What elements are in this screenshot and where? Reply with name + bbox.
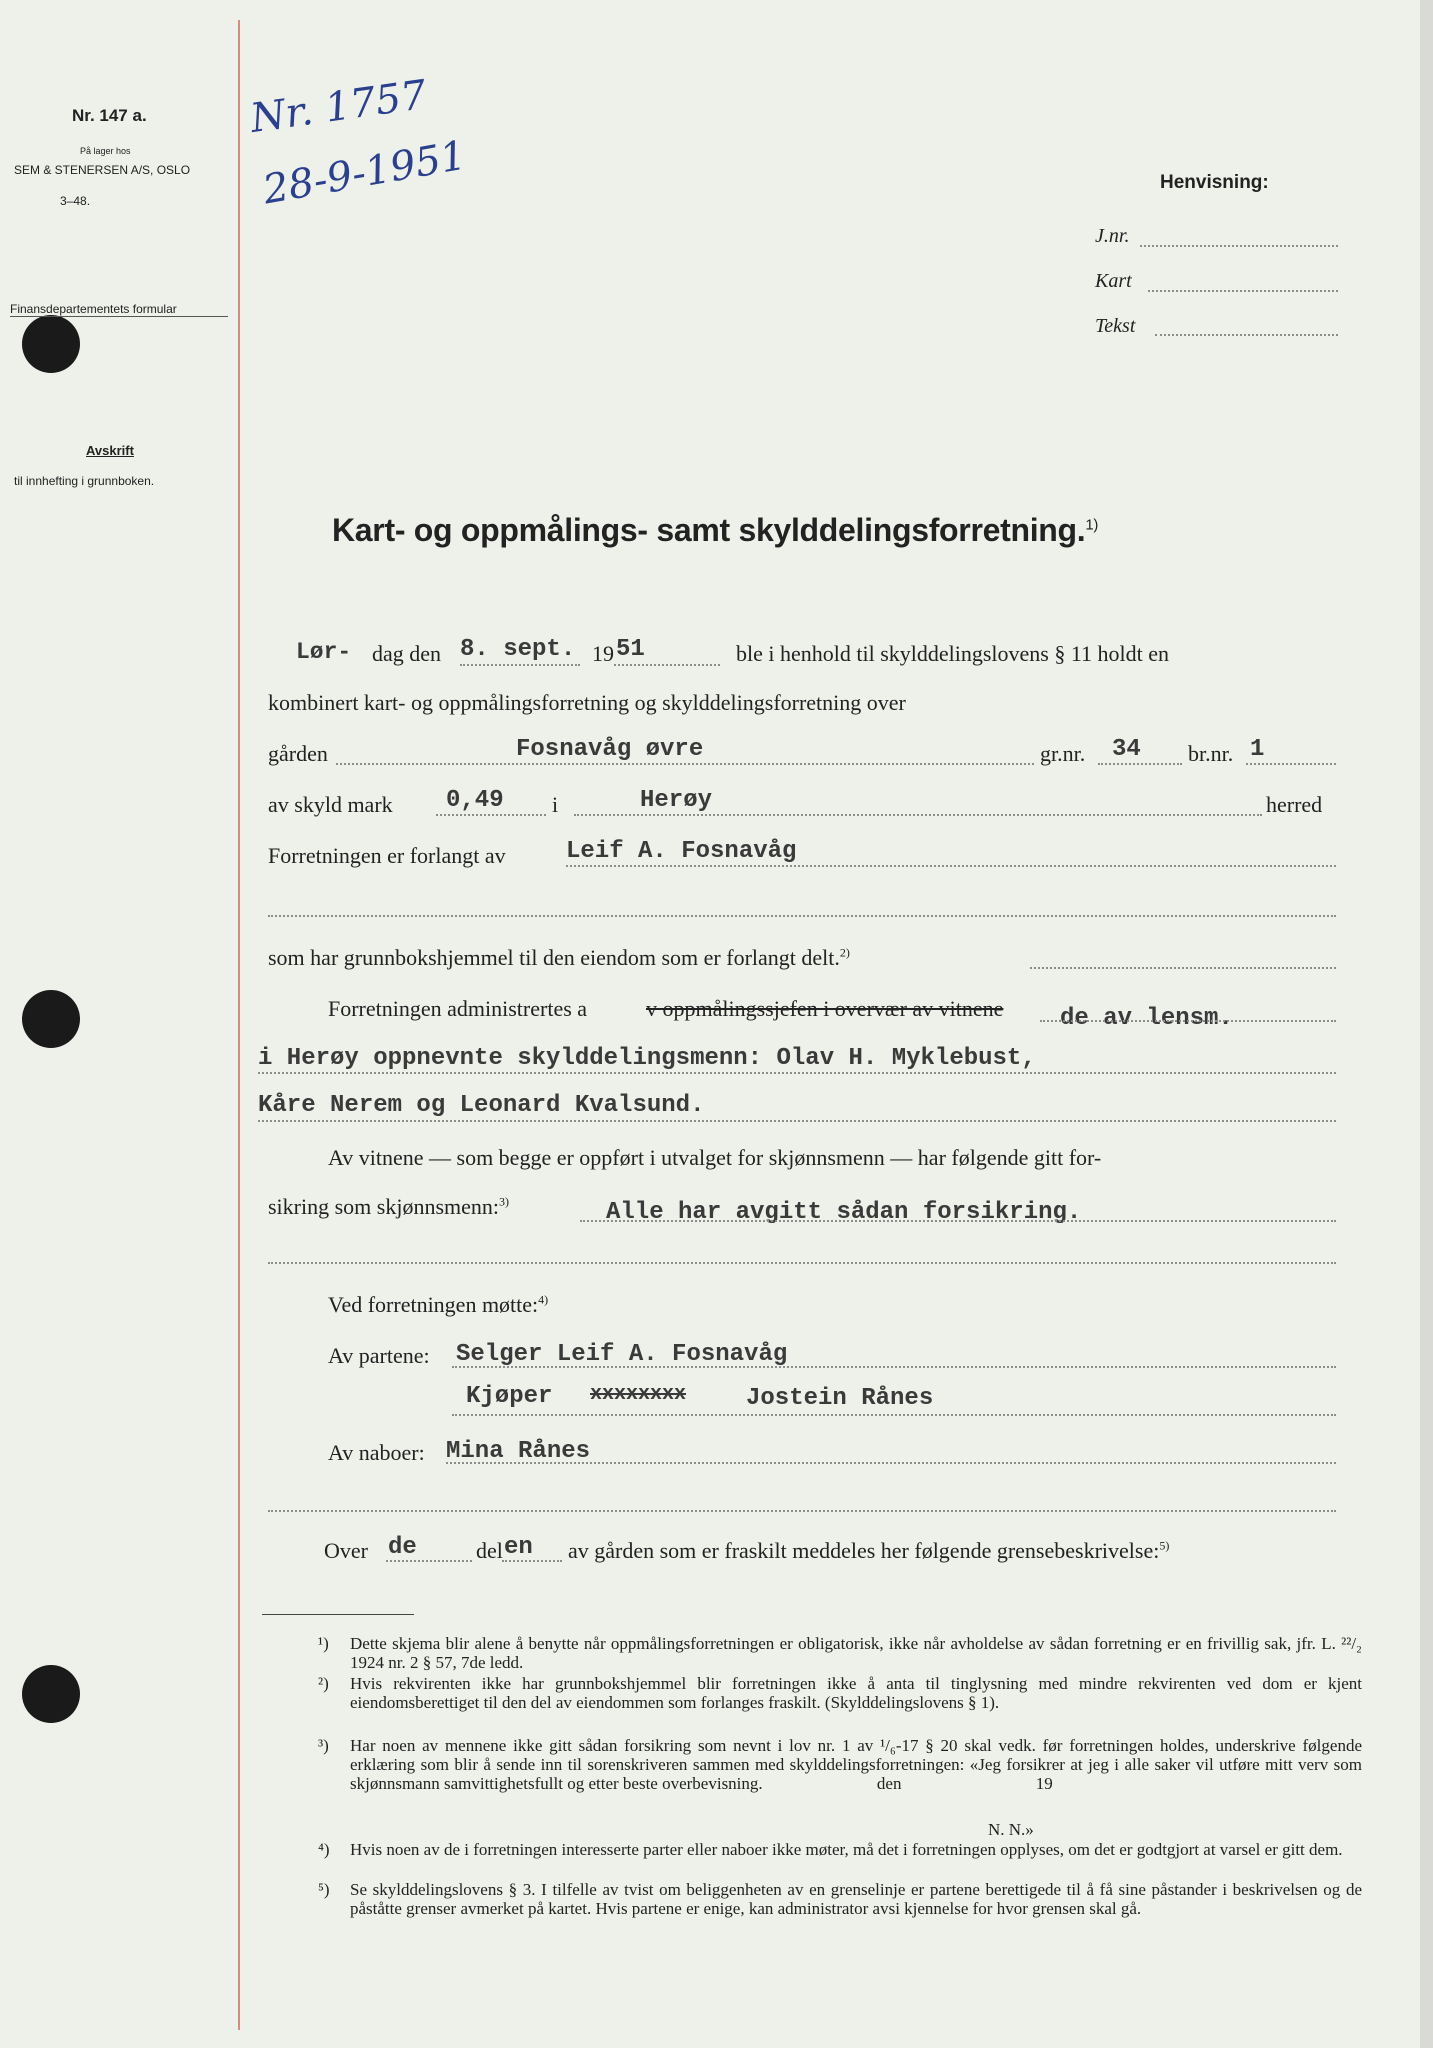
footnote-3-signature: N. N.»: [988, 1820, 1034, 1839]
publisher-line2: SEM & STENERSEN A/S, OSLO: [14, 163, 191, 177]
intro-year: 51: [616, 636, 645, 663]
handwritten-date: 28-9-1951: [259, 132, 470, 214]
boundary-text: av gården som er fraskilt meddeles her følgende grensebeskrivelse:$^{5)}$: [568, 1538, 1170, 1563]
footnote-rule: [262, 1614, 414, 1615]
neighbours-line: [446, 1462, 1336, 1464]
buyer-prefix: Kjøper: [466, 1383, 553, 1410]
neighbours-value: Mina Rånes: [446, 1438, 591, 1465]
hjemmel-line: [1030, 967, 1336, 969]
hjemmel-text: som har grunnbokshjemmel til den eiendom som er forlangt delt.$^{2)}$: [268, 945, 850, 970]
year-line: [614, 664, 720, 666]
form-number: Nr. 147 a.: [72, 106, 147, 125]
intro-rest: ble i henhold til skylddelingslovens § 11 holdt en: [736, 641, 1170, 666]
title-footnote-ref: 1): [1085, 516, 1099, 534]
admin-typed1: de av lensm.: [1060, 1005, 1233, 1032]
intro-dag-den: dag den: [372, 641, 442, 666]
brnr-label: br.nr.: [1188, 741, 1234, 766]
boundary-fill1: de: [388, 1534, 417, 1561]
footnote-4: ⁴) Hvis noen av de i forretningen interesserte parter eller naboer ikke møter, må det i forretningen opplyses, om det er godtgjort at varsel er gitt dem.: [318, 1840, 1343, 1859]
punch-hole: [22, 1665, 80, 1723]
parties-label: Av partene:: [328, 1343, 430, 1368]
date-code: 3–48.: [60, 194, 91, 208]
tekst-line: [1155, 334, 1338, 336]
admin-typed2: i Herøy oppnevnte skylddelingsmenn: Olav H. Myklebust,: [258, 1045, 1036, 1072]
herred-line: [574, 814, 1262, 816]
buyer-value: Jostein Rånes: [746, 1385, 934, 1412]
witnesses-value: Alle har avgitt sådan forsikring.: [606, 1199, 1082, 1226]
handwritten-number: Nr. 1757: [247, 71, 430, 143]
date-line: [460, 664, 580, 666]
admin-label: Forretningen administrertes a: [328, 996, 588, 1021]
brnr-value: 1: [1250, 736, 1265, 763]
attendance-label: Ved forretningen møtte:$^{4)}$: [328, 1292, 549, 1317]
intro-year-prefix: 19: [592, 641, 614, 666]
department-label: Finansdepartementets formular: [10, 302, 228, 317]
intro-line2: kombinert kart- og oppmålingsforretning og skylddelingsforretning over: [268, 690, 906, 715]
boundary-line2: [502, 1560, 562, 1562]
witnesses-blank-line: [268, 1262, 1336, 1264]
skyld-line: [436, 814, 546, 816]
intro-weekday: Lør-: [296, 639, 352, 665]
boundary-over: Over: [324, 1538, 368, 1563]
admin-typed3: Kåre Nerem og Leonard Kvalsund.: [258, 1092, 705, 1119]
buyer-struck: xxxxxxxx: [590, 1383, 687, 1406]
kart-label: Kart: [1095, 270, 1132, 292]
herred-label: herred: [1266, 792, 1323, 817]
skyld-label: av skyld mark: [268, 792, 393, 817]
title-text: Kart- og oppmålings- samt skylddelingsforretning.: [332, 512, 1086, 548]
punch-hole: [22, 315, 80, 373]
requested-label: Forretningen er forlangt av: [268, 843, 506, 868]
boundary-fill2: en: [504, 1534, 533, 1561]
jnr-line: [1140, 245, 1338, 247]
witnesses-text2: sikring som skjønnsmenn:$^{3)}$: [268, 1194, 510, 1219]
document-title: [332, 512, 1098, 549]
footnote-1: ¹) Dette skjema blir alene å benytte når oppmålingsforretningen er obligatorisk, ikke når avholdelse av sådan forretning er en frivillig sak, jfr. L. ²²/₂ 1924 nr. 2 § 57, 7de ledd.: [318, 1634, 1362, 1672]
intro-date: 8. sept.: [460, 636, 576, 663]
i-label: i: [552, 792, 559, 817]
jnr-label: J.nr.: [1095, 225, 1130, 247]
skyld-value: 0,49: [446, 787, 504, 814]
garden-label: gården: [268, 741, 328, 766]
admin-line2: [258, 1072, 1336, 1074]
punch-hole: [22, 990, 80, 1048]
requested-value: Leif A. Fosnavåg: [566, 838, 797, 865]
attendance-blank-line: [268, 1510, 1336, 1512]
blank-line: [268, 915, 1336, 917]
garden-value: Fosnavåg øvre: [516, 736, 704, 763]
grnr-value: 34: [1112, 736, 1141, 763]
admin-line1: [1040, 1020, 1336, 1022]
footnote-5: ⁵) Se skylddelingslovens § 3. I tilfelle av tvist om beliggenheten av en grenselinje er partene berettigede til å få sine påstander i beskrivelsen og de påståtte grenser avmerket på kartet. Hvis partene er enige, kan administrator avsi kjennelse for hvor grensen skal gå.: [318, 1880, 1362, 1918]
kart-line: [1148, 290, 1338, 292]
grnr-label: gr.nr.: [1040, 741, 1086, 766]
footnote-2: ²) Hvis rekvirenten ikke har grunnbokshjemmel blir forretningen ikke å anta til tinglysning med mindre rekvirenten ved dom er kjent eiendomsberettiget til den del av eiendommen som forlanges fraskilt. (Skylddelingslovens § 1).: [318, 1674, 1362, 1712]
copy-sub: til innhefting i grunnboken.: [14, 474, 155, 488]
brnr-line: [1246, 763, 1336, 765]
tekst-label: Tekst: [1095, 315, 1136, 337]
publisher-line1: På lager hos: [80, 146, 131, 156]
grnr-line: [1098, 763, 1182, 765]
admin-struck: v oppmålingssjefen i overvær av vitnene: [646, 996, 1004, 1021]
admin-line3: [258, 1120, 1336, 1122]
parties-line1: [452, 1366, 1336, 1368]
witnesses-line: [580, 1220, 1336, 1222]
requested-line: [566, 865, 1336, 867]
copy-label: Avskrift: [86, 443, 134, 458]
garden-line: [336, 763, 1034, 765]
herred-value: Herøy: [640, 787, 713, 814]
boundary-del: del: [476, 1538, 503, 1563]
parties-line2: [452, 1414, 1336, 1416]
margin-rule: [238, 20, 240, 2030]
witnesses-text1: Av vitnene — som begge er oppført i utvalget for skjønnsmenn — har følgende gitt for-: [328, 1145, 1102, 1170]
seller-value: Selger Leif A. Fosnavåg: [456, 1341, 788, 1368]
reference-title: Henvisning:: [1160, 172, 1269, 193]
boundary-line1: [386, 1560, 472, 1562]
neighbours-label: Av naboer:: [328, 1440, 425, 1465]
footnote-3: ³) Har noen av mennene ikke gitt sådan forsikring som nevnt i lov nr. 1 av ¹/₆-17 § 20 skal vedk. før forretningen holdes, underskrive følgende erklæring som blir å sende inn til sorenskriveren sammen med skylddelingsforretningen: «Jeg forsikrer at jeg i alle saker vil utføre mitt verv som skjønnsmann samvittighetsfullt og etter beste overbevisning. den 19: [318, 1736, 1362, 1793]
